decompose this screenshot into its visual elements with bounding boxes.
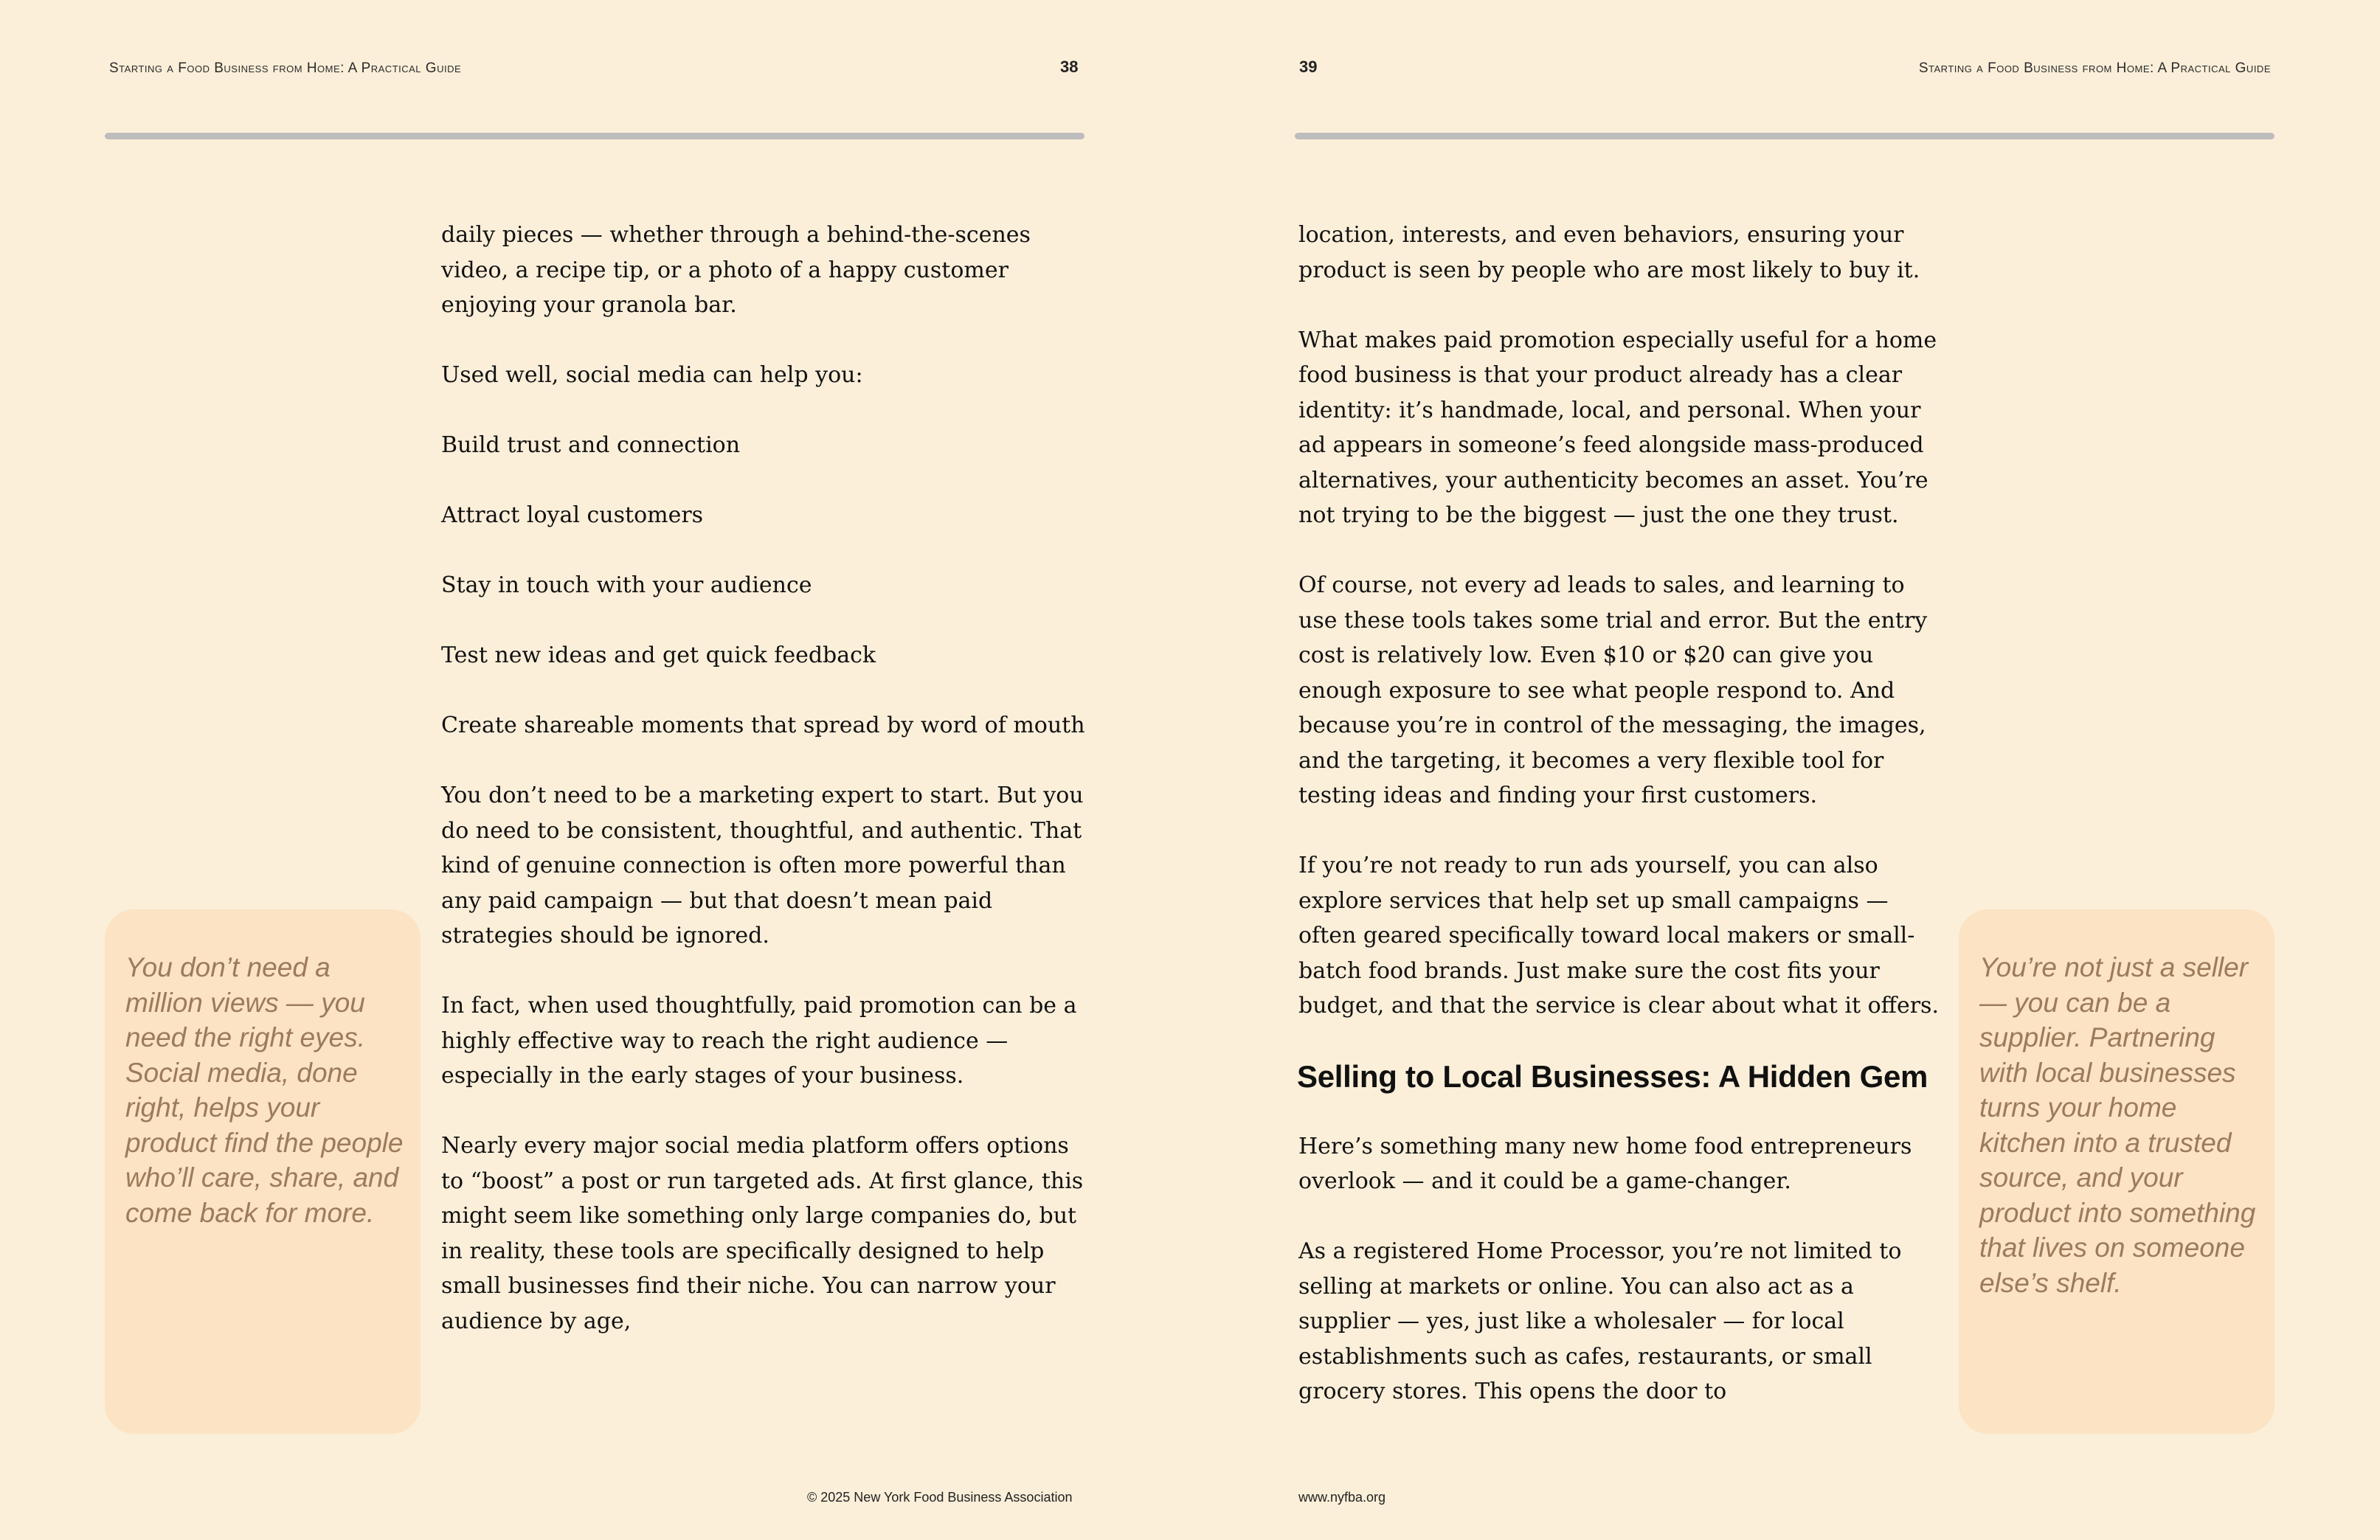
- paragraph: Of course, not every ad leads to sales, and learning to use these tools takes some trial and error. But the entry cost is relatively low. Even $10 or $20 can give you enough exposure to see what people respond to. And because you’re in control of the messaging, the images, and the targeting, it becomes a very flexible tool for testing ideas and finding your first customers.: [1298, 572, 1928, 808]
- right-body-column: [1298, 218, 1948, 1444]
- left-callout-box: [105, 909, 421, 1434]
- left-header-rule: [105, 133, 1085, 139]
- left-callout-quote: You don’t need a million views — you need the right eyes. Social media, done right, helps your product find the people who’ll care, share, and come back for more.: [125, 952, 404, 1228]
- list-item: Stay in touch with your audience: [441, 572, 812, 598]
- paragraph: Used well, social media can help you:: [441, 362, 863, 388]
- left-page-number: 38: [1060, 58, 1079, 76]
- right-running-head: Starting a Food Business from Home: A Practical Guide: [1918, 60, 2271, 76]
- list-item: Build trust and connection: [441, 432, 741, 458]
- section-heading: Selling to Local Businesses: A Hidden Gem: [1297, 1058, 1928, 1094]
- paragraph: What makes paid promotion especially useful for a home food business is that your product already has a clear identity: it’s handmade, local, and personal. When your ad appears in someone’s feed alongside mass-produced alternatives, your authenticity becomes an asset. You’re not trying to be the biggest — just the one they trust.: [1298, 327, 1937, 528]
- right-header-rule: [1295, 133, 2275, 139]
- left-body-column: [441, 218, 1090, 1374]
- right-callout-box: [1959, 909, 2275, 1434]
- right-callout-quote: You’re not just a seller — you can be a supplier. Partnering with local businesses turns your home kitchen into a trusted source, and your product into something that lives on someone else’s shelf.: [1979, 952, 2256, 1298]
- right-page-number: 39: [1299, 58, 1318, 76]
- list-item: Create shareable moments that spread by word of mouth: [441, 712, 1085, 738]
- list-item: Attract loyal customers: [441, 502, 704, 528]
- right-footer: www.nyfba.org: [1298, 1490, 1386, 1505]
- paragraph: Here’s something many new home food entrepreneurs overlook — and it could be a game-changer.: [1298, 1133, 1912, 1194]
- paragraph: If you’re not ready to run ads yourself, you can also explore services that help set up small campaigns — often geared specifically toward local makers or small-batch food brands. Just make sure the cost fits your budget, and that the service is clear about what it offers.: [1298, 853, 1939, 1019]
- paragraph: daily pieces — whether through a behind-the-scenes video, a recipe tip, or a photo of a happy customer enjoying your granola bar.: [441, 222, 1031, 318]
- paragraph: location, interests, and even behaviors, ensuring your product is seen by people who are most likely to buy it.: [1298, 222, 1920, 283]
- paragraph: As a registered Home Processor, you’re not limited to selling at markets or online. You can also act as a supplier — yes, just like a wholesaler — for local establishments such as cafes, restaurants, or small grocery stores. This opens the door to: [1298, 1238, 1902, 1404]
- paragraph: In fact, when used thoughtfully, paid promotion can be a highly effective way to reach the right audience — especially in the early stages of your business.: [441, 993, 1077, 1089]
- list-item: Test new ideas and get quick feedback: [441, 642, 876, 668]
- left-running-head: Starting a Food Business from Home: A Practical Guide: [109, 60, 462, 76]
- paragraph: You don’t need to be a marketing expert to start. But you do need to be consistent, thoughtful, and authentic. That kind of genuine connection is often more powerful than any paid campaign — but that doesn’t mean paid strategies should be ignored.: [441, 783, 1084, 948]
- left-footer: © 2025 New York Food Business Association: [807, 1490, 1073, 1505]
- paragraph: Nearly every major social media platform offers options to “boost” a post or run targeted ads. At first glance, this might seem like something only large companies do, but in reality, these tools are specifically designed to help small businesses find their niche. You can narrow your audience by age,: [441, 1133, 1084, 1334]
